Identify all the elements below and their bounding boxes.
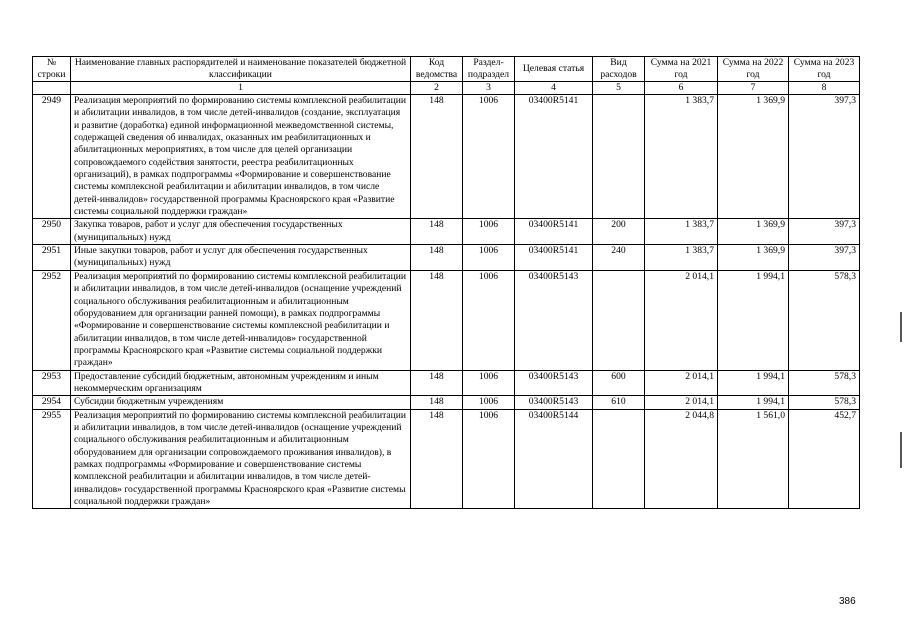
- target-article-cell: 03400R5143: [515, 370, 593, 396]
- table-row: [33, 270, 860, 370]
- expense-type-cell: 610: [593, 396, 645, 409]
- section-cell: 1006: [463, 370, 515, 396]
- expense-type-cell: [593, 95, 645, 219]
- target-article-cell: 03400R5144: [515, 409, 593, 509]
- sum-2021-cell: 2 014,1: [645, 370, 718, 396]
- dept-code-cell: 148: [411, 409, 463, 509]
- col-header-expense-type: Вид расходов: [593, 57, 645, 82]
- scan-artifact-mark: [900, 312, 902, 342]
- sum-2021-cell: 2 014,1: [645, 396, 718, 409]
- section-cell: 1006: [463, 270, 515, 370]
- col-header-target-article: Целевая статья: [515, 57, 593, 82]
- col-header-sum-2021: Сумма на 2021 год: [645, 57, 718, 82]
- sum-2023-cell: 578,3: [789, 270, 860, 370]
- scan-artifact-mark: [900, 432, 902, 468]
- column-number-row: [33, 82, 860, 95]
- row-number-cell: 2953: [33, 370, 71, 396]
- row-name-cell: Иные закупки товаров, работ и услуг для обеспечения государственных (муниципальных) нужд: [71, 245, 411, 271]
- expense-type-cell: 200: [593, 219, 645, 245]
- dept-code-cell: 148: [411, 396, 463, 409]
- sum-2022-cell: 1 369,9: [718, 219, 789, 245]
- page-number: 386: [839, 596, 856, 607]
- section-cell: 1006: [463, 409, 515, 509]
- target-article-cell: 03400R5143: [515, 270, 593, 370]
- row-name-cell: Реализация мероприятий по формированию системы комплексной реабилитации и абилитации инвалидов, в том числе детей-инвалидов (оснащение учреждений социального обслуживания реабилитационным и абилитационным оборудованием для организации сопровождаемого проживания инвалидов), в рамках подпрограммы «Формирование и совершенствование системы комплексной реабилитации и абилитации инвалидов, в том числе детей-инвалидов» государственной программы Красноярского края «Развитие системы социальной поддержки граждан»: [71, 409, 411, 509]
- row-name-cell: Субсидии бюджетным учреждениям: [71, 396, 411, 409]
- target-article-cell: 03400R5141: [515, 219, 593, 245]
- dept-code-cell: 148: [411, 370, 463, 396]
- col-header-row-number: № строки: [33, 57, 71, 82]
- sum-2022-cell: 1 994,1: [718, 270, 789, 370]
- section-cell: 1006: [463, 219, 515, 245]
- col-number: 6: [645, 82, 718, 95]
- row-number-cell: 2952: [33, 270, 71, 370]
- row-number-cell: 2955: [33, 409, 71, 509]
- sum-2023-cell: 452,7: [789, 409, 860, 509]
- col-number: 1: [71, 82, 411, 95]
- target-article-cell: 03400R5141: [515, 245, 593, 271]
- col-number: 2: [411, 82, 463, 95]
- col-number: 4: [515, 82, 593, 95]
- dept-code-cell: 148: [411, 270, 463, 370]
- col-number: [33, 82, 71, 95]
- section-cell: 1006: [463, 396, 515, 409]
- sum-2023-cell: 578,3: [789, 396, 860, 409]
- table-row: [33, 409, 860, 509]
- row-number-cell: 2950: [33, 219, 71, 245]
- row-number-cell: 2954: [33, 396, 71, 409]
- row-name-cell: Реализация мероприятий по формированию системы комплексной реабилитации и абилитации инвалидов, в том числе детей-инвалидов (создание, эксплуатация и развитие (доработка) единой информационной межведомственной системы, содержащей сведения об инвалидах, оказанных им реабилитационных и абилитационных мероприятиях, в том числе для целей организации сопровождаемого содействия занятости, реестра реабилитационных организаций), в рамках подпрограммы «Формирование и совершенствование системы комплексной реабилитации и абилитации инвалидов, в том числе детей-инвалидов» государственной программы Красноярского края «Развитие системы социальной поддержки граждан»: [71, 95, 411, 219]
- expense-type-cell: 240: [593, 245, 645, 271]
- sum-2022-cell: 1 369,9: [718, 95, 789, 219]
- col-number: 8: [789, 82, 860, 95]
- expense-type-cell: 600: [593, 370, 645, 396]
- col-number: 7: [718, 82, 789, 95]
- table-header-row: [33, 57, 860, 82]
- sum-2021-cell: 1 383,7: [645, 245, 718, 271]
- row-number-cell: 2951: [33, 245, 71, 271]
- col-header-name: Наименование главных распорядителей и наименование показателей бюджетной классификации: [71, 57, 411, 82]
- table-row: [33, 245, 860, 271]
- section-cell: 1006: [463, 245, 515, 271]
- row-name-cell: Предоставление субсидий бюджетным, автономным учреждениям и иным некоммерческим организациям: [71, 370, 411, 396]
- row-number-cell: 2949: [33, 95, 71, 219]
- sum-2023-cell: 397,3: [789, 95, 860, 219]
- target-article-cell: 03400R5143: [515, 396, 593, 409]
- dept-code-cell: 148: [411, 95, 463, 219]
- table-row: [33, 219, 860, 245]
- col-header-sum-2023: Сумма на 2023 год: [789, 57, 860, 82]
- target-article-cell: 03400R5141: [515, 95, 593, 219]
- sum-2023-cell: 397,3: [789, 219, 860, 245]
- sum-2021-cell: 2 014,1: [645, 270, 718, 370]
- sum-2021-cell: 2 044,8: [645, 409, 718, 509]
- dept-code-cell: 148: [411, 219, 463, 245]
- sum-2022-cell: 1 994,1: [718, 396, 789, 409]
- col-header-dept-code: Код ведомства: [411, 57, 463, 82]
- sum-2023-cell: 578,3: [789, 370, 860, 396]
- table-row: [33, 95, 860, 219]
- sum-2021-cell: 1 383,7: [645, 219, 718, 245]
- sum-2022-cell: 1 561,0: [718, 409, 789, 509]
- col-number: 5: [593, 82, 645, 95]
- expense-type-cell: [593, 409, 645, 509]
- col-header-sum-2022: Сумма на 2022 год: [718, 57, 789, 82]
- sum-2023-cell: 397,3: [789, 245, 860, 271]
- col-number: 3: [463, 82, 515, 95]
- table-row: [33, 370, 860, 396]
- row-name-cell: Закупка товаров, работ и услуг для обеспечения государственных (муниципальных) нужд: [71, 219, 411, 245]
- col-header-section: Раздел-подраздел: [463, 57, 515, 82]
- section-cell: 1006: [463, 95, 515, 219]
- sum-2022-cell: 1 994,1: [718, 370, 789, 396]
- budget-table: [32, 56, 860, 509]
- dept-code-cell: 148: [411, 245, 463, 271]
- table-row: [33, 396, 860, 409]
- row-name-cell: Реализация мероприятий по формированию системы комплексной реабилитации и абилитации инвалидов, в том числе детей-инвалидов (оснащение учреждений социального обслуживания реабилитационным и абилитационным оборудованием для организации ранней помощи), в рамках подпрограммы «Формирование и совершенствование системы комплексной реабилитации и абилитации инвалидов, в том числе детей-инвалидов» государственной программы Красноярского края «Развитие системы социальной поддержки граждан»: [71, 270, 411, 370]
- expense-type-cell: [593, 270, 645, 370]
- sum-2022-cell: 1 369,9: [718, 245, 789, 271]
- sum-2021-cell: 1 383,7: [645, 95, 718, 219]
